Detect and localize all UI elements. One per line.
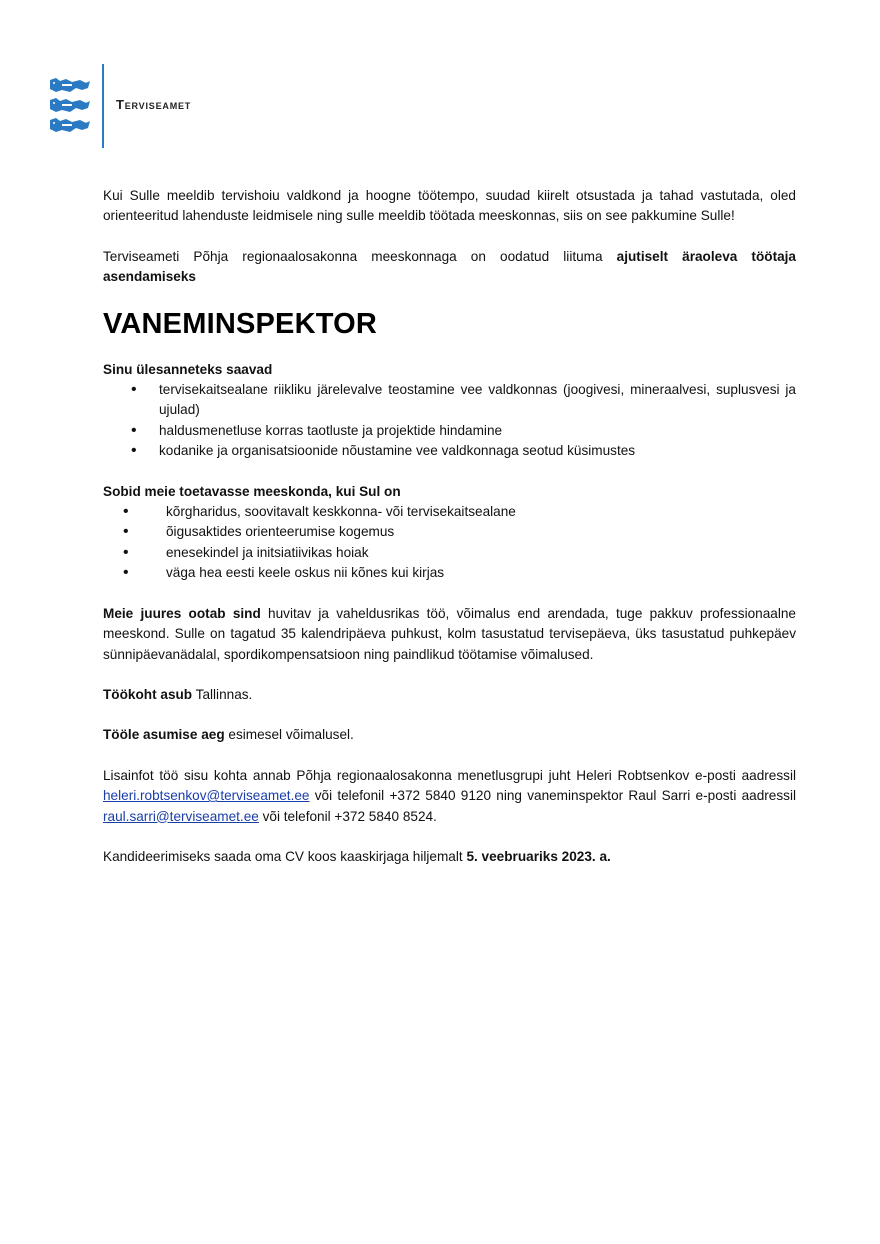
offer-bold: Meie juures ootab sind: [103, 605, 261, 621]
list-item: • väga hea eesti keele oskus nii kõnes kui kirjas: [103, 563, 796, 583]
location-bold: Töökoht asub: [103, 686, 193, 702]
list-item: • haldusmenetluse korras taotluste ja projektide hindamine: [103, 421, 796, 441]
document-body: [103, 186, 796, 867]
requirements-list: [103, 502, 796, 584]
start-paragraph: [103, 725, 796, 745]
location-text: Tallinnas.: [192, 686, 253, 702]
list-item: • enesekindel ja initsiatiivikas hoiak: [103, 543, 796, 563]
deadline-text: Kandideerimiseks saada oma CV koos kaaskirjaga hiljemalt: [103, 848, 467, 864]
list-item: • õigusaktides orienteerumise kogemus: [103, 522, 796, 542]
invite-bold: ajutiselt äraoleva töötaja asendamiseks: [103, 248, 796, 285]
intro-paragraph: Kui Sulle meeldib tervishoiu valdkond ja hoogne töötempo, suudad kiirelt otsustada ja tahad vastutada, oled orienteeritud lahenduste leidmisele ning sulle meeldib töötada meeskonnas, siis on see pakkumine Sulle!: [103, 188, 796, 224]
estonian-coat-of-arms-icon: [46, 76, 92, 138]
offer-text: huvitav ja vaheldusrikas töö, võimalus end arendada, tuge pakkuv professionaalne meeskond. Sulle on tagatud 35 kalendripäeva puhkust, kolm tasustatud tervisepäeva, üks tasustatud puhkepäev sünnipäevanädalal, spordikompensatsioon ning paindlikud töötamise võimalused.: [103, 605, 796, 662]
contact-text-2: või telefonil +372 5840 9120 ning vaneminspektor Raul Sarri e-posti aadressil: [309, 788, 796, 804]
header-divider: [102, 64, 104, 148]
invite-paragraph: [103, 247, 796, 288]
job-title: VANEMINSPEKTOR: [103, 307, 378, 340]
list-item: • tervisekaitsealane riikliku järelevalve teostamine vee valdkonnas (joogivesi, mineraalvesi, suplusvesi ja ujulad): [103, 380, 796, 421]
start-bold: Tööle asumise aeg: [103, 727, 225, 743]
email-link-heleri[interactable]: heleri.robtsenkov@terviseamet.ee: [103, 788, 310, 804]
tasks-title: Sinu ülesanneteks saavad: [103, 361, 273, 377]
deadline-bold: 5. veebruariks 2023. a.: [466, 848, 611, 864]
contact-text-3: või telefonil +372 5840 8524.: [258, 808, 437, 824]
requirements-title: Sobid meie toetavasse meeskonda, kui Sul on: [103, 483, 401, 499]
deadline-paragraph: [103, 847, 796, 867]
list-item: • kodanike ja organisatsioonide nõustamine vee valdkonnaga seotud küsimustes: [103, 441, 796, 461]
offer-paragraph: [103, 604, 796, 665]
org-name: Terviseamet: [116, 97, 192, 112]
start-text: esimesel võimalusel.: [224, 727, 354, 743]
invite-text: Terviseameti Põhja regionaalosakonna meeskonnaga on oodatud liituma: [103, 248, 617, 264]
location-paragraph: [103, 685, 796, 705]
contact-paragraph: [103, 766, 796, 827]
tasks-list: [103, 380, 796, 462]
list-item: • kõrgharidus, soovitavalt keskkonna- või tervisekaitsealane: [103, 502, 796, 522]
email-link-raul[interactable]: raul.sarri@terviseamet.ee: [103, 808, 259, 824]
contact-text-1: Lisainfot töö sisu kohta annab Põhja regionaalosakonna menetlusgrupi juht Heleri Robtsenkov e-posti aadressil: [103, 767, 796, 783]
